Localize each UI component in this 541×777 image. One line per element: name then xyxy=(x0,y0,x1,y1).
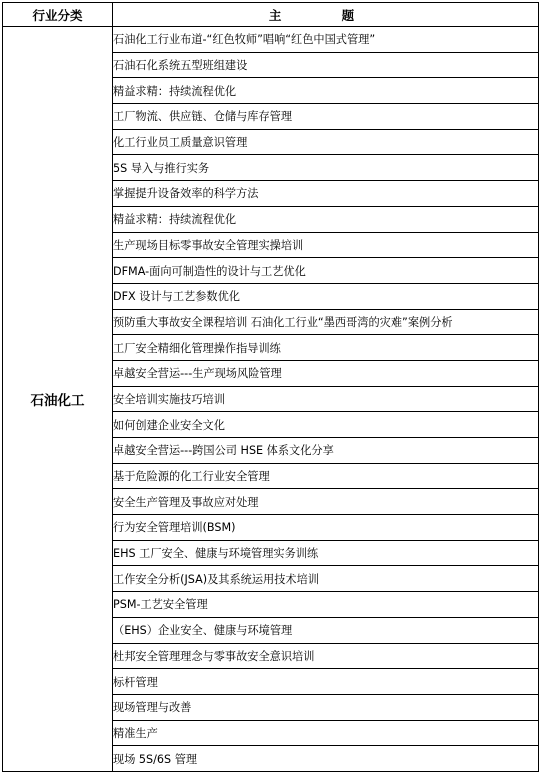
topic-cell: 石油石化系统五型班组建设 xyxy=(113,52,539,78)
topic-cell: PSM-工艺安全管理 xyxy=(113,592,539,618)
topic-cell: 卓越安全营运---跨国公司 HSE 体系文化分享 xyxy=(113,438,539,464)
topic-cell: 精准生产 xyxy=(113,720,539,746)
topic-cell: 5S 导入与推行实务 xyxy=(113,155,539,181)
topic-cell: 工厂安全精细化管理操作指导训练 xyxy=(113,335,539,361)
topic-cell: 化工行业员工质量意识管理 xyxy=(113,129,539,155)
topic-cell: 安全生产管理及事故应对处理 xyxy=(113,489,539,515)
topic-cell: 基于危险源的化工行业安全管理 xyxy=(113,463,539,489)
topic-cell: 安全培训实施技巧培训 xyxy=(113,386,539,412)
topic-cell: 预防重大事故安全课程培训 石油化工行业“墨西哥湾的灾难”案例分析 xyxy=(113,309,539,335)
topic-cell: 掌握提升设备效率的科学方法 xyxy=(113,181,539,207)
topic-header: 主 题 xyxy=(113,3,539,27)
topic-cell: 精益求精：持续流程优化 xyxy=(113,206,539,232)
topic-cell: 精益求精：持续流程优化 xyxy=(113,78,539,104)
topic-cell: 卓越安全营运---生产现场风险管理 xyxy=(113,360,539,386)
topic-cell: EHS 工厂安全、健康与环境管理实务训练 xyxy=(113,540,539,566)
topic-cell: 如何创建企业安全文化 xyxy=(113,412,539,438)
table-row xyxy=(3,27,539,53)
topic-cell: 行为安全管理培训(BSM) xyxy=(113,515,539,541)
topic-cell: 现场 5S/6S 管理 xyxy=(113,746,539,772)
header-row xyxy=(3,3,539,27)
topic-table xyxy=(2,2,539,772)
topic-cell: 现场管理与改善 xyxy=(113,694,539,720)
topic-cell: 标杆管理 xyxy=(113,669,539,695)
topic-cell: 杜邦安全管理理念与零事故安全意识培训 xyxy=(113,643,539,669)
topic-cell: DFMA-面向可制造性的设计与工艺优化 xyxy=(113,258,539,284)
topic-cell: 石油化工行业布道-“红色牧师”唱响“红色中国式管理” xyxy=(113,27,539,53)
category-cell: 石油化工 xyxy=(3,27,113,772)
table-body xyxy=(3,27,539,772)
topic-cell: DFX 设计与工艺参数优化 xyxy=(113,283,539,309)
category-header: 行业分类 xyxy=(3,3,113,27)
topic-cell: （EHS）企业安全、健康与环境管理 xyxy=(113,617,539,643)
topic-cell: 工厂物流、供应链、仓储与库存管理 xyxy=(113,104,539,130)
topic-cell: 生产现场目标零事故安全管理实操培训 xyxy=(113,232,539,258)
topic-cell: 工作安全分析(JSA)及其系统运用技术培训 xyxy=(113,566,539,592)
